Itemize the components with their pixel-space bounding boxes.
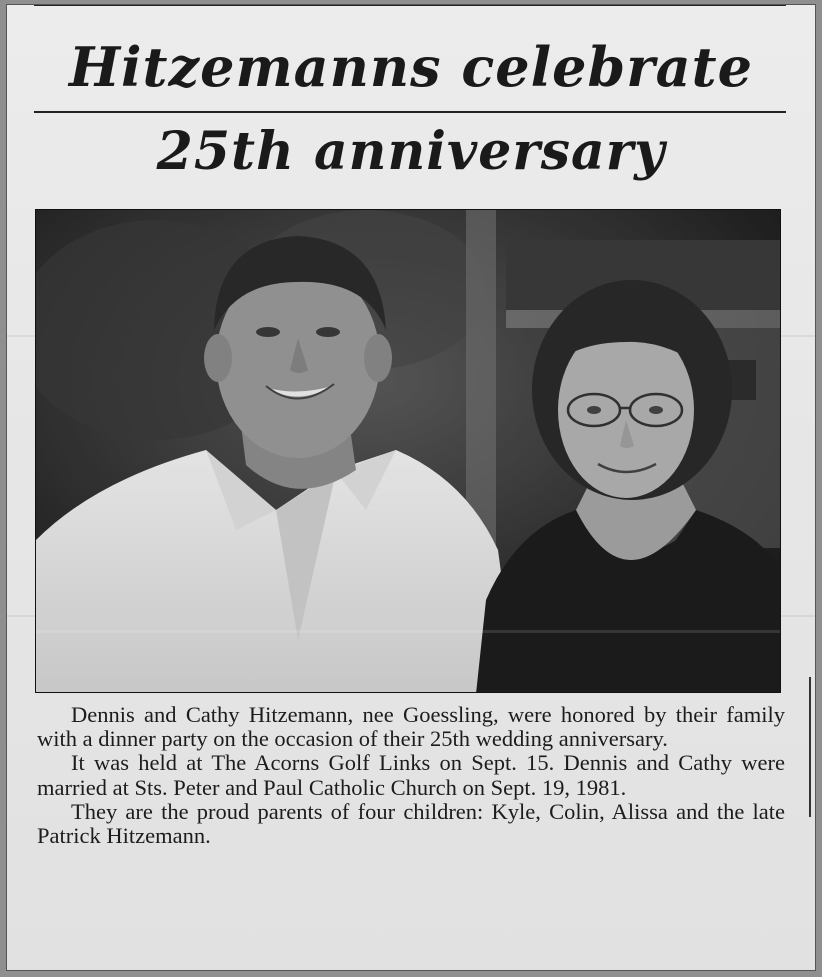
paragraph: It was held at The Acorns Golf Links on Sept. 15. Dennis and Cathy were married at Sts. Peter and Paul Catholic Church on Sept. 19, 1981. — [37, 750, 785, 800]
couple-photo — [35, 209, 781, 693]
paragraph: They are the proud parents of four children: Kyle, Colin, Alissa and the late Patrick Hitzemann. — [37, 798, 785, 849]
article-body — [37, 703, 785, 848]
headline-line-2: 25th anniversary — [156, 121, 666, 182]
column-edge-mark — [809, 677, 811, 817]
top-rule — [34, 5, 786, 6]
newspaper-clipping — [6, 4, 816, 971]
headline-line-1: Hitzemanns celebrate — [69, 35, 753, 99]
couple-photo-illustration — [36, 210, 781, 693]
paragraph: Dennis and Cathy Hitzemann, nee Goessling, were honored by their family with a dinner party on the occasion of their 25th wedding anniversary. — [37, 702, 785, 752]
headline-divider — [34, 111, 786, 113]
